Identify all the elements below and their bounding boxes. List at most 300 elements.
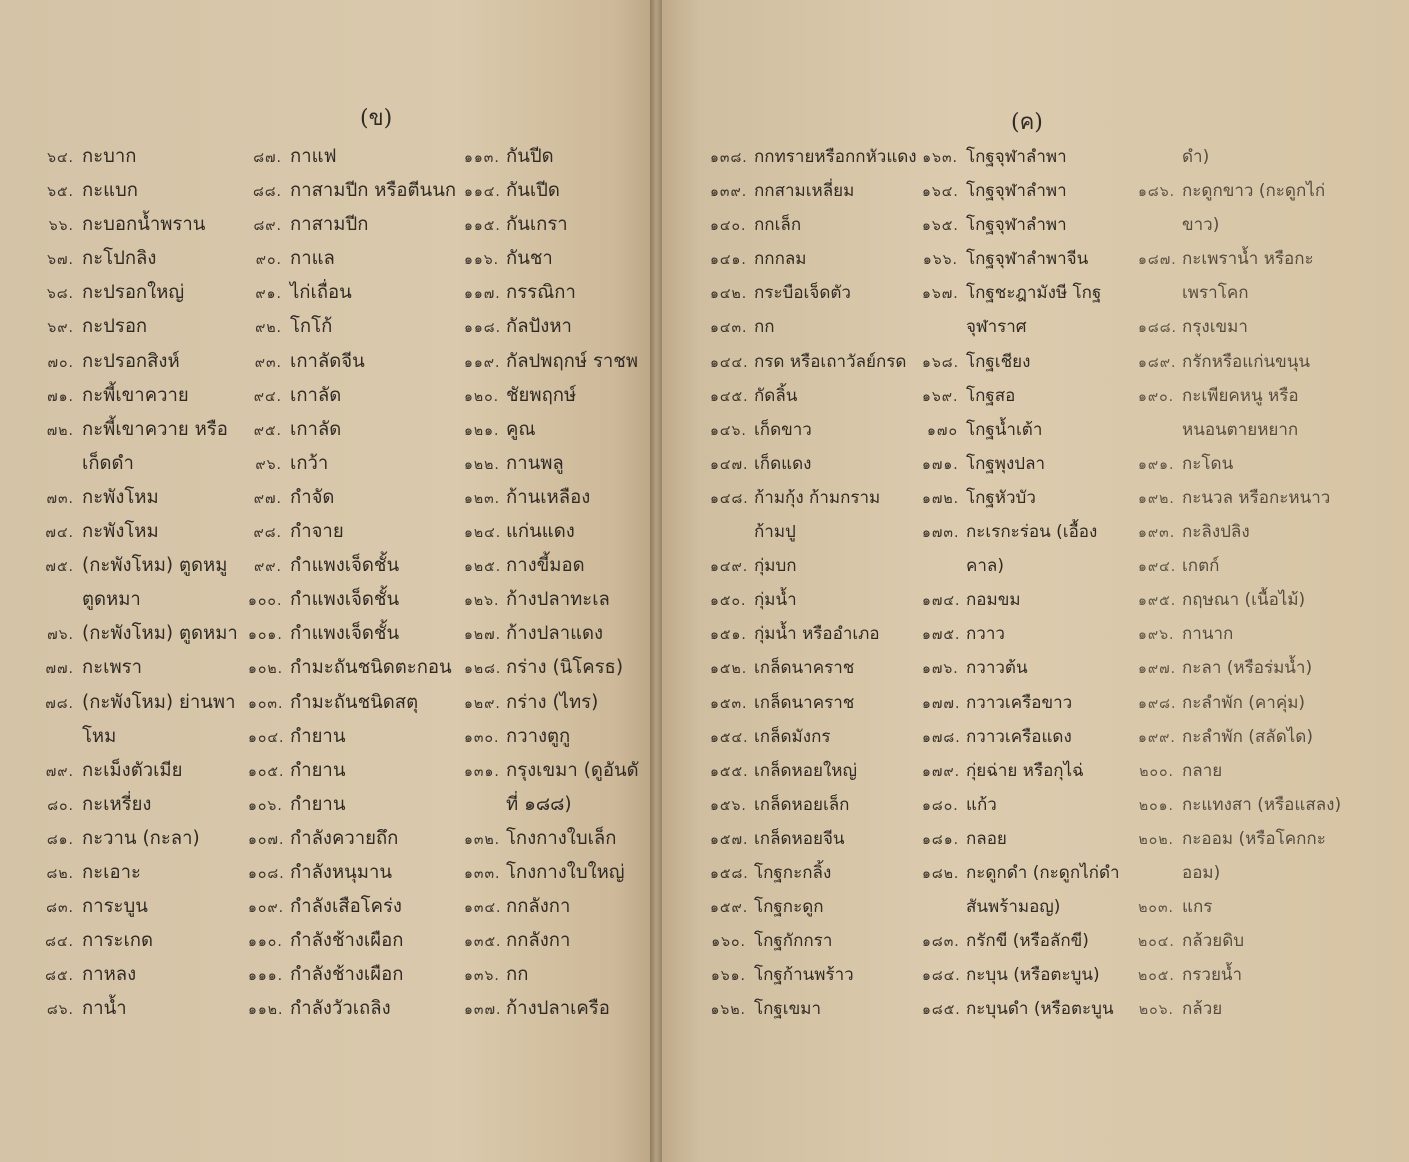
entry-number: ๑๓๕. bbox=[464, 934, 502, 951]
entry-number: ๖๔. bbox=[47, 150, 74, 166]
index-entry bbox=[464, 379, 654, 413]
entry-name: กะพังโหม bbox=[82, 486, 159, 508]
entry-number: ๗๑. bbox=[47, 388, 74, 405]
index-entry bbox=[248, 208, 488, 242]
entry-name: เกาลัด bbox=[290, 384, 342, 406]
entry-name: ตูดหมา bbox=[82, 589, 141, 611]
entry-number: ๘๓. bbox=[46, 900, 74, 917]
entry-name: กกทรายหรือกกหัวแดง bbox=[754, 147, 917, 167]
entry-name: กำจาย bbox=[290, 521, 344, 543]
entry-name: กรุงเขมา bbox=[1182, 317, 1248, 338]
entry-name: กกกลม bbox=[754, 249, 807, 270]
entry-name: (กะพังโหม) ตูดหมู bbox=[82, 555, 228, 577]
entry-number: ๑๑๔. bbox=[464, 184, 501, 201]
entry-name: โกฐกักกรา bbox=[754, 931, 833, 952]
index-entry bbox=[40, 822, 250, 856]
entry-name: กะปรอกสิงห์ bbox=[82, 350, 180, 372]
entry-number: ๑๘๗. bbox=[1138, 252, 1177, 269]
entry-number: ๑๖๘. bbox=[922, 354, 960, 371]
entry-name: โกฐน้ำเต้า bbox=[966, 419, 1043, 440]
entry-number: ๑๒๑. bbox=[464, 422, 500, 439]
entry-number: ๗๓. bbox=[46, 490, 74, 507]
index-entry bbox=[710, 788, 926, 822]
entry-name: กร่าง (นิโครธ) bbox=[506, 657, 624, 679]
entry-number: ๑๒๖. bbox=[464, 593, 500, 610]
book-gutter bbox=[650, 0, 662, 1162]
index-entry bbox=[1138, 651, 1348, 685]
index-column-3 bbox=[464, 140, 654, 1026]
index-entry bbox=[1138, 924, 1348, 958]
index-entry-continuation bbox=[40, 720, 250, 754]
index-entry bbox=[710, 276, 926, 310]
index-entry bbox=[710, 447, 926, 481]
entry-number: ๑๑๕. bbox=[464, 218, 501, 235]
index-entry bbox=[40, 242, 250, 276]
entry-name: จุฬาราศ bbox=[966, 317, 1027, 338]
index-entry bbox=[1138, 720, 1348, 754]
entry-name: กรรณิกา bbox=[506, 282, 576, 304]
entry-name: กะเพียคหนู หรือ bbox=[1182, 385, 1299, 406]
index-entry bbox=[1138, 174, 1348, 208]
entry-number: ๑๒๗. bbox=[464, 627, 502, 644]
index-entry bbox=[40, 788, 250, 822]
index-entry bbox=[1138, 310, 1348, 344]
entry-number: ๙๕. bbox=[253, 422, 282, 439]
entry-name: กะบาก bbox=[82, 146, 137, 167]
entry-name: กะลิงปลิง bbox=[1182, 522, 1250, 543]
index-entry bbox=[1138, 583, 1348, 617]
entry-name: กัดลิ้น bbox=[754, 385, 798, 406]
index-entry bbox=[40, 515, 250, 549]
entry-number: ๘๑. bbox=[46, 831, 74, 848]
entry-name: กำแพงเจ็ดชั้น bbox=[290, 589, 400, 611]
entry-number: ๑๘๔. bbox=[922, 968, 961, 985]
entry-name: กลอย bbox=[966, 828, 1007, 849]
entry-number: ๙๓. bbox=[254, 354, 282, 371]
index-entry bbox=[248, 992, 488, 1026]
index-entry bbox=[248, 720, 488, 754]
entry-name: ไก่เถื่อน bbox=[290, 282, 352, 304]
entry-name: แกร bbox=[1182, 897, 1213, 918]
entry-number: ๑๙๓. bbox=[1138, 525, 1176, 542]
entry-number: ๖๘. bbox=[46, 286, 74, 303]
entry-number: ๑๔๑. bbox=[710, 252, 747, 269]
entry-name: กำลังช้างเผือก bbox=[290, 930, 404, 952]
entry-number: ๘๔. bbox=[45, 934, 74, 951]
entry-number: ๑๕๔. bbox=[710, 729, 749, 746]
entry-name: (กะพังโหม) ย่านพา bbox=[82, 691, 236, 713]
index-entry bbox=[464, 140, 654, 174]
entry-number: ๑๓๑. bbox=[464, 763, 500, 780]
index-entry bbox=[1138, 447, 1348, 481]
entry-number: ๑๖๖. bbox=[922, 252, 958, 269]
entry-number: ๗๙. bbox=[45, 763, 74, 780]
entry-name: โกฐก้านพร้าว bbox=[754, 965, 854, 986]
entry-number: ๑๘๓. bbox=[922, 934, 960, 951]
index-entry bbox=[248, 379, 488, 413]
entry-name: กะลำพัก (สลัดได) bbox=[1182, 726, 1313, 747]
index-entry bbox=[922, 276, 1144, 310]
index-entry bbox=[248, 890, 488, 924]
entry-name: แก่นแดง bbox=[506, 521, 575, 543]
entry-name: กำลังช้างเผือก bbox=[290, 964, 404, 986]
entry-name: โกฐเชียง bbox=[966, 351, 1031, 372]
entry-number: ๒๐๖. bbox=[1138, 1002, 1174, 1019]
index-entry bbox=[464, 583, 654, 617]
index-entry bbox=[922, 515, 1144, 549]
index-entry bbox=[40, 958, 250, 992]
entry-number: ๑๕๒. bbox=[710, 661, 748, 678]
entry-name: กะลำพัก (คาคุ่ม) bbox=[1182, 692, 1306, 713]
entry-name: กะโดน bbox=[1182, 453, 1234, 474]
entry-number: ๑๒๕. bbox=[464, 559, 502, 576]
index-column-1 bbox=[40, 140, 250, 1026]
entry-name: โกฐกะกลิ้ง bbox=[754, 862, 832, 883]
entry-name: กะเพราน้ำ หรือกะ bbox=[1182, 249, 1314, 270]
index-entry bbox=[922, 345, 1144, 379]
entry-name: กะแทงสา (หรือแสลง) bbox=[1182, 794, 1342, 815]
entry-name: ก้างปลาแดง bbox=[506, 623, 604, 645]
entry-name: เกาลัด bbox=[290, 418, 342, 440]
entry-number: ๙๐. bbox=[255, 252, 282, 269]
index-entry bbox=[1138, 242, 1348, 276]
entry-number: ๑๓๔. bbox=[464, 900, 502, 917]
index-entry bbox=[40, 413, 250, 447]
entry-number: ๑๔๒. bbox=[710, 286, 748, 303]
index-entry bbox=[40, 174, 250, 208]
index-entry bbox=[710, 310, 926, 344]
entry-number: ๑๓๗. bbox=[464, 1002, 502, 1019]
entry-number: ๑๐๐. bbox=[248, 593, 283, 610]
entry-name: กำลังควายถึก bbox=[290, 827, 399, 849]
index-entry-continuation bbox=[1138, 208, 1348, 242]
entry-number: ๑๖๐. bbox=[711, 934, 746, 951]
index-entry bbox=[248, 481, 488, 515]
entry-name: กวาวเครือแดง bbox=[966, 726, 1072, 747]
index-entry bbox=[464, 276, 654, 310]
entry-name: กรด หรือเถาวัลย์กรด bbox=[754, 351, 907, 372]
index-entry-continuation bbox=[1138, 856, 1348, 890]
left-page bbox=[0, 0, 656, 1162]
entry-number: ๑๓๙. bbox=[710, 184, 748, 201]
index-entry bbox=[1138, 617, 1348, 651]
entry-name: กาสามปีก bbox=[290, 214, 369, 236]
entry-name: โกงกางใบเล็ก bbox=[506, 827, 617, 849]
entry-name: กะแบก bbox=[82, 180, 139, 202]
index-entry bbox=[40, 276, 250, 310]
entry-number: ๑๗๔. bbox=[922, 593, 961, 610]
entry-name: กาสามปีก หรือตีนนก bbox=[290, 180, 457, 202]
entry-number: ๙๗. bbox=[253, 490, 282, 507]
entry-number: ๘๖. bbox=[46, 1002, 74, 1019]
entry-name: ก้างปลาทะเล bbox=[506, 589, 610, 611]
entry-name: ดำ) bbox=[1182, 147, 1210, 167]
entry-number: ๑๒๒. bbox=[464, 456, 500, 473]
entry-name: กล้วยดิบ bbox=[1182, 931, 1245, 952]
entry-number: ๑๘๑. bbox=[922, 831, 960, 848]
index-entry bbox=[464, 958, 654, 992]
entry-name: กาหลง bbox=[82, 964, 137, 986]
entry-number: ๑๐๖. bbox=[248, 797, 283, 814]
index-entry bbox=[922, 754, 1144, 788]
entry-name: กัลปังหา bbox=[506, 316, 572, 338]
index-entry-continuation bbox=[40, 583, 250, 617]
entry-name: ก้านเหลือง bbox=[506, 486, 591, 508]
entry-name: กะบุน (หรือตะบูน) bbox=[966, 965, 1100, 986]
index-entry bbox=[248, 276, 488, 310]
entry-number: ๑๐๙. bbox=[248, 900, 285, 917]
index-entry bbox=[248, 754, 488, 788]
entry-number: ๙๑. bbox=[255, 286, 282, 303]
entry-number: ๑๗๒. bbox=[922, 490, 960, 507]
entry-name: เก็ดดำ bbox=[82, 452, 134, 474]
entry-number: ๑๕๙. bbox=[710, 900, 749, 917]
entry-number: ๙๒. bbox=[255, 320, 282, 337]
index-entry bbox=[40, 310, 250, 344]
index-entry bbox=[710, 174, 926, 208]
entry-name: กกเล็ก bbox=[754, 215, 802, 236]
index-entry bbox=[464, 992, 654, 1026]
index-entry bbox=[922, 788, 1144, 822]
entry-number: ๗๔. bbox=[45, 525, 74, 542]
entry-number: ๑๒๙. bbox=[464, 695, 501, 712]
entry-name: กำลังวัวเถลิง bbox=[290, 998, 391, 1020]
entry-name: การะบูน bbox=[82, 896, 148, 918]
index-entry bbox=[1138, 481, 1348, 515]
index-entry bbox=[248, 651, 488, 685]
entry-name: กรักขี (หรือลักขี) bbox=[966, 931, 1089, 952]
entry-number: ๑๘๘. bbox=[1138, 320, 1177, 337]
entry-name: เกล็ดนาคราช bbox=[754, 658, 855, 679]
index-entry bbox=[464, 720, 654, 754]
index-entry-continuation bbox=[710, 515, 926, 549]
entry-number: ๑๔๐. bbox=[710, 218, 747, 235]
index-entry bbox=[464, 924, 654, 958]
entry-name: กลาย bbox=[1182, 760, 1223, 781]
entry-number: ๙๘. bbox=[253, 525, 282, 542]
entry-name: กฤษณา (เนื้อไม้) bbox=[1182, 590, 1306, 611]
entry-name: กะลา (หรือร่มน้ำ) bbox=[1182, 658, 1313, 679]
entry-name: กะบุนดำ (หรือตะบูน bbox=[966, 999, 1114, 1020]
index-entry bbox=[248, 583, 488, 617]
index-entry bbox=[1138, 788, 1348, 822]
index-entry bbox=[922, 140, 1144, 174]
entry-number: ๑๓๒. bbox=[464, 831, 501, 848]
entry-name: กุ่มน้ำ bbox=[754, 590, 797, 611]
index-entry bbox=[710, 583, 926, 617]
index-entry bbox=[248, 686, 488, 720]
index-entry bbox=[40, 140, 250, 174]
entry-number: ๘๗. bbox=[253, 150, 282, 166]
entry-number: ๑๙๐. bbox=[1138, 388, 1175, 405]
index-entry bbox=[922, 413, 1144, 447]
entry-name: กวาวต้น bbox=[966, 658, 1028, 679]
entry-number: ๒๐๐. bbox=[1139, 763, 1174, 780]
entry-number: ๑๓๐. bbox=[464, 729, 500, 746]
entry-number: ๑๗๓. bbox=[922, 525, 960, 542]
entry-number: ๑๔๕. bbox=[710, 388, 749, 405]
index-entry bbox=[922, 242, 1144, 276]
entry-name: สันพร้ามอญ) bbox=[966, 897, 1061, 918]
entry-name: กะเอาะ bbox=[82, 861, 141, 883]
entry-number: ๑๖๑. bbox=[710, 968, 746, 985]
index-entry bbox=[922, 720, 1144, 754]
entry-name: เกล็ดมังกร bbox=[754, 726, 831, 747]
entry-name: กรักหรือแก่นขนุน bbox=[1182, 351, 1310, 372]
index-entry bbox=[248, 413, 488, 447]
entry-number: ๑๓๖. bbox=[464, 968, 500, 985]
index-entry bbox=[248, 958, 488, 992]
entry-name: โกฐเขมา bbox=[754, 999, 821, 1020]
entry-number: ๑๘๐. bbox=[922, 797, 959, 814]
entry-name: คูณ bbox=[506, 418, 536, 440]
entry-name: เกว้า bbox=[290, 452, 329, 474]
entry-name: กะเรกะร่อน (เอื้อง bbox=[966, 522, 1098, 543]
index-entry bbox=[40, 481, 250, 515]
index-entry bbox=[464, 447, 654, 481]
entry-name: กุ่ยฉ่าย หรือกุไฉ่ bbox=[966, 760, 1084, 781]
entry-number: ๑๘๕. bbox=[922, 1002, 961, 1019]
entry-name: กร่าง (ไทร) bbox=[506, 691, 599, 713]
index-entry bbox=[922, 617, 1144, 651]
index-entry bbox=[464, 481, 654, 515]
entry-number: ๑๗๕. bbox=[922, 627, 961, 644]
entry-name: กะปรอก bbox=[82, 316, 148, 338]
index-entry bbox=[40, 549, 250, 583]
index-entry bbox=[710, 617, 926, 651]
index-entry bbox=[922, 958, 1144, 992]
index-entry bbox=[710, 822, 926, 856]
entry-number: ๑๐๒. bbox=[248, 661, 284, 678]
entry-number: ๑๖๗. bbox=[922, 286, 959, 303]
index-entry bbox=[40, 856, 250, 890]
entry-number: ๑๙๒. bbox=[1138, 490, 1175, 507]
entry-number: ๑๕๕. bbox=[710, 763, 749, 780]
entry-number: ๑๔๘. bbox=[710, 490, 749, 507]
index-entry bbox=[464, 208, 654, 242]
entry-name: กรุงเขมา (ดูอันดั bbox=[506, 759, 639, 781]
entry-number: ๑๖๒. bbox=[710, 1002, 746, 1019]
index-entry bbox=[710, 720, 926, 754]
entry-name: กำลังเสือโคร่ง bbox=[290, 896, 402, 918]
entry-name: กะปรอกใหญ่ bbox=[82, 282, 185, 304]
index-entry bbox=[248, 617, 488, 651]
entry-name: โกฐหัวบัว bbox=[966, 487, 1036, 508]
entry-number: ๑๔๔. bbox=[710, 354, 749, 371]
entry-number: ๑๕๑. bbox=[710, 627, 747, 644]
index-entry bbox=[464, 856, 654, 890]
index-entry bbox=[710, 992, 926, 1026]
index-entry bbox=[248, 345, 488, 379]
entry-number: ๑๗๘. bbox=[922, 729, 961, 746]
entry-name: กานพลู bbox=[506, 452, 564, 474]
index-entry bbox=[40, 924, 250, 958]
index-entry bbox=[464, 345, 654, 379]
index-entry-continuation bbox=[464, 788, 654, 822]
entry-name: กะเพรา bbox=[82, 657, 142, 679]
entry-number: ๑๙๗. bbox=[1138, 661, 1177, 678]
index-entry bbox=[710, 242, 926, 276]
entry-number: ๗๐. bbox=[47, 354, 74, 371]
entry-name: กานาก bbox=[1182, 624, 1234, 645]
entry-name: กวาว bbox=[966, 624, 1005, 645]
entry-number: ๑๑๖. bbox=[464, 252, 500, 269]
entry-number: ๑๐๗. bbox=[248, 831, 285, 848]
index-entry bbox=[922, 208, 1144, 242]
entry-number: ๙๙. bbox=[254, 559, 282, 576]
entry-name: คาล) bbox=[966, 556, 1004, 577]
entry-number: ๑๗๗. bbox=[922, 695, 961, 712]
entry-name: เกล็ดหอยใหญ่ bbox=[754, 760, 857, 781]
entry-name: โหม bbox=[82, 725, 117, 747]
entry-name: กะพี้เขาควาย bbox=[82, 384, 189, 406]
index-entry bbox=[710, 754, 926, 788]
entry-name: กำมะถันชนิดสตุ bbox=[290, 691, 419, 713]
index-entry bbox=[710, 549, 926, 583]
entry-name: เกล็ดนาคราช bbox=[754, 692, 855, 713]
entry-number: ๑๙๙. bbox=[1138, 729, 1176, 746]
entry-number: ๑๐๓. bbox=[248, 695, 284, 712]
index-entry bbox=[922, 481, 1144, 515]
index-entry-continuation bbox=[922, 549, 1144, 583]
entry-name: กางขี้มอด bbox=[506, 555, 585, 577]
entry-number: ๘๕. bbox=[45, 968, 74, 985]
right-page bbox=[654, 0, 1409, 1162]
entry-name: (กะพังโหม) ตูดหมา bbox=[82, 623, 238, 645]
entry-name: เกตก์ bbox=[1182, 556, 1220, 577]
index-entry bbox=[1138, 890, 1348, 924]
index-entry bbox=[922, 174, 1144, 208]
entry-number: ๑๗๙. bbox=[922, 763, 961, 780]
entry-number: ๑๒๐. bbox=[464, 388, 500, 405]
index-entry-continuation bbox=[1138, 140, 1348, 174]
index-entry bbox=[40, 992, 250, 1026]
index-entry-continuation bbox=[1138, 413, 1348, 447]
entry-number: ๒๐๒. bbox=[1138, 831, 1174, 848]
entry-name: โกงกางใบใหญ่ bbox=[506, 861, 625, 883]
entry-name: กะนวล หรือกะหนาว bbox=[1182, 487, 1331, 508]
index-entry bbox=[922, 583, 1144, 617]
entry-name: กันเกรา bbox=[506, 214, 568, 236]
entry-name: โกฐสอ bbox=[966, 385, 1016, 406]
index-entry bbox=[710, 413, 926, 447]
entry-number: ๑๔๗. bbox=[710, 456, 749, 473]
index-entry bbox=[248, 924, 488, 958]
entry-number: ๑๘๙. bbox=[1138, 354, 1177, 371]
index-column-2 bbox=[922, 140, 1144, 1026]
entry-name: กำมะถันชนิดตะกอน bbox=[290, 657, 452, 679]
entry-name: กก bbox=[754, 317, 775, 338]
index-entry bbox=[40, 890, 250, 924]
index-entry bbox=[1138, 345, 1348, 379]
entry-name: กล้วย bbox=[1182, 999, 1223, 1020]
entry-name: กำจัด bbox=[290, 486, 335, 508]
entry-number: ๒๐๑. bbox=[1138, 797, 1174, 814]
index-entry bbox=[248, 515, 488, 549]
index-entry bbox=[710, 958, 926, 992]
entry-number: ๑๑๐. bbox=[248, 934, 283, 951]
index-entry bbox=[1138, 686, 1348, 720]
entry-number: ๑๓๘. bbox=[710, 150, 748, 166]
index-entry bbox=[464, 686, 654, 720]
index-entry bbox=[248, 856, 488, 890]
index-column-1 bbox=[710, 140, 926, 1026]
index-column-2 bbox=[248, 140, 488, 1026]
entry-number: ๑๙๕. bbox=[1138, 593, 1177, 610]
entry-number: ๖๙. bbox=[47, 320, 74, 337]
index-entry bbox=[248, 822, 488, 856]
entry-number: ๑๑๑. bbox=[248, 968, 284, 985]
